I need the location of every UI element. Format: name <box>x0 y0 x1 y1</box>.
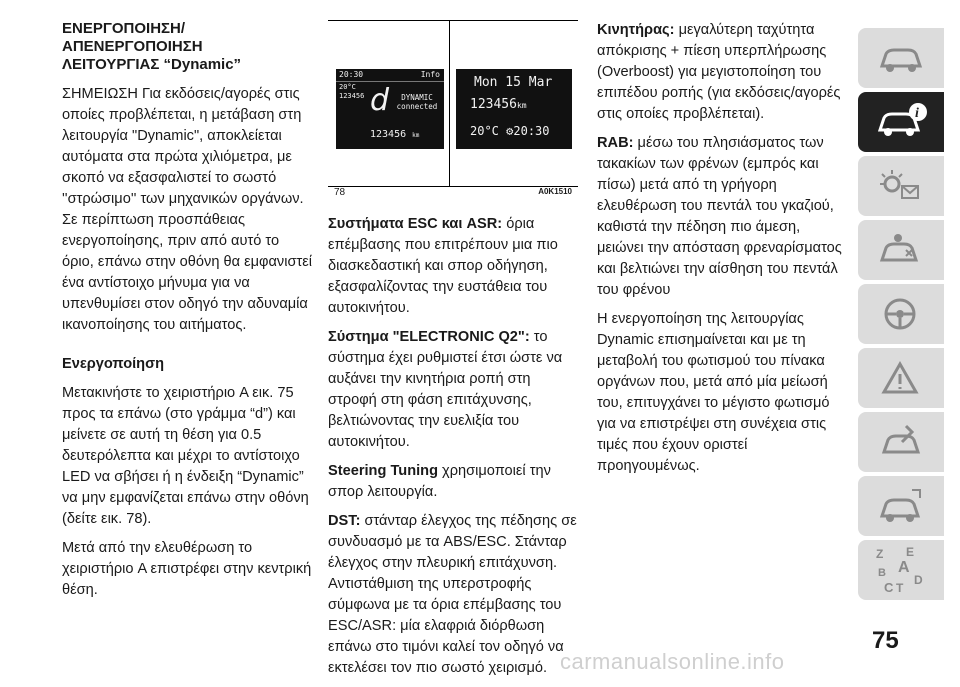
display-temp: 20°C <box>339 83 356 91</box>
display-time: 20:30 <box>339 70 364 79</box>
display-odometer <box>370 129 419 142</box>
heading-line-2: ΑΠΕΝΕΡΓΟΠΟΙΗΣΗ <box>62 38 203 55</box>
tab-warning-lights[interactable] <box>858 156 944 216</box>
display-time-2: 20:30 <box>513 124 550 138</box>
text-engine: μεγαλύτερη ταχύτητα απόκρισης + πίεση υπερπλήρωσης (Overboost) για μεγιστοποίηση του επιπέδου ροπής (για εκδόσεις/αγορές στις οποίες προβλέπεται). <box>597 22 841 122</box>
tab-driving[interactable] <box>858 284 944 344</box>
display-standard <box>456 69 572 149</box>
paragraph-rab <box>597 133 847 301</box>
paragraph-engine <box>597 20 847 125</box>
odometer-value-2: 123456 <box>470 97 517 112</box>
figure-number: 78 <box>334 187 346 198</box>
index-letter-c: C <box>884 580 894 595</box>
watermark[interactable]: carmanualsonline.info <box>560 649 785 674</box>
page-number: 75 <box>872 627 899 654</box>
figure-code: A0K1510 <box>538 187 572 196</box>
text-rab: μέσω του πλησιάσματος των τακακίων των φρένων (εμπρός και πίσω) μετά από τη γρήγορη ελευθέρωση του πεντάλ του γκαζιού, καθιστά την πέδηση πιο άμεση, μειώνει την απόσταση φρεναρίσματος και βελτιώνει την αίσθηση του πεντάλ του φρένου <box>597 135 842 298</box>
index-letter-z: Z <box>876 547 884 561</box>
text-electronic-q2: το σύστημα έχει ρυθμιστεί έτσι ώστε να αυξάνει την κινητήρια ροπή στη στροφή στη φάση επιτάχυνσης, βελτιώνοντας την ευελιξία του αυτοκινήτου. <box>328 329 563 450</box>
paragraph-dst <box>328 511 578 679</box>
lead-steering-tuning: Steering Tuning <box>328 463 438 479</box>
display-dynamic <box>336 69 444 149</box>
text-dst: στάνταρ έλεγχος της πέδησης σε συνδυασμό με τα ABS/ESC. Στάνταρ έλεγχος στην πλευρική επιτάχυνση. Αντιστάθμιση της υπερστροφής σύμφωνα με τα όρια επέμβασης του ESC/ASR: μία ελαφριά διόρθωση επάνω στο τιμόνι καλεί τον οδηγό να εκτελέσει τον πιο σωστό χειρισμό. <box>328 513 577 676</box>
car-service-icon <box>876 422 924 462</box>
section-heading <box>62 20 312 74</box>
odometer-unit: km <box>412 132 420 139</box>
display-side-values <box>339 83 364 101</box>
display-info: Info <box>420 70 440 79</box>
display-bottom-line <box>470 123 550 139</box>
paragraph-steering-tuning <box>328 461 578 503</box>
tab-maintenance[interactable] <box>858 412 944 472</box>
index-letter-t: T <box>896 581 904 595</box>
steering-wheel-icon <box>876 294 924 334</box>
index-letter-b: B <box>878 567 886 579</box>
column-left <box>62 20 312 609</box>
gear-icon: ⚙ <box>506 124 514 138</box>
display-topbar <box>336 69 444 82</box>
dynamic-message-line-2: connected <box>396 102 438 111</box>
car-specs-icon <box>876 486 924 526</box>
odometer-value: 123456 <box>370 129 407 140</box>
lead-rab: RAB: <box>597 135 634 151</box>
lead-engine: Κινητήρας: <box>597 22 675 38</box>
paragraph-dynamic-lighting: Η ενεργοποίηση της λειτουργίας Dynamic επισημαίνεται και με τη μεταβολή του φωτισμού του πίνακα οργάνων που, μετά από μία μείωσή του, επιτυγχάνει το μέγιστο φωτισμό για να επιστρέψει στη συνέχεια στις τιμές που έχουν οριστεί προηγουμένως. <box>597 311 830 474</box>
text-esc-asr: όρια επέμβασης που επιτρέπουν μια πιο διασκεδαστική και σπορ οδήγηση, εξασφαλίζοντας την ευστάθεια του αυτοκινήτου. <box>328 216 558 316</box>
car-airbag-icon <box>876 230 924 270</box>
display-temp-2: 20°C <box>470 124 499 138</box>
tab-specifications[interactable] <box>858 476 944 536</box>
paragraph-electronic-q2 <box>328 327 578 453</box>
svg-text:i: i <box>915 106 919 121</box>
dynamic-message-line-1: DYNAMIC <box>401 93 433 102</box>
odometer-unit-2: km <box>516 101 527 110</box>
dynamic-message <box>394 93 440 111</box>
tab-index[interactable] <box>858 540 944 600</box>
tab-dashboard[interactable] <box>858 28 944 88</box>
alphabet-index-icon <box>872 544 928 596</box>
release-paragraph: Μετά από την ελευθέρωση το χειριστήριο A επιστρέφει στην κεντρική θέση. <box>62 540 312 598</box>
tab-safety[interactable] <box>858 220 944 280</box>
display-odometer-2 <box>470 97 527 114</box>
tab-car-info[interactable] <box>858 92 944 152</box>
heading-line-3: ΛΕΙΤΟΥΡΓΙΑΣ “Dynamic” <box>62 56 242 73</box>
car-info-icon <box>876 102 928 142</box>
car-warning-icon <box>876 358 924 398</box>
column-right <box>597 20 847 485</box>
dynamic-letter: d <box>370 83 390 118</box>
subheading-activation: Ενεργοποίηση <box>62 356 164 372</box>
index-letter-e: E <box>906 545 915 559</box>
index-letter-a: A <box>898 559 910 576</box>
note-paragraph: ΣΗΜΕΙΩΣΗ Για εκδόσεις/αγορές στις οποίες προβλέπεται, η μετάβαση στη λειτουργία "Dynamic", αποκλείεται αυτόματα στα πρώτα χιλιόμετρα, με σκοπό να εξασφαλιστεί το σωστό ''στρώσιμο'' των μηχανικών οργάνων. Σε περίπτωση προσπάθειας ενεργοποίησης, πριν από αυτό το όριο, επάνω στην οθόνη θα εμφανιστεί ένα αντίστοιχο μήνυμα για να υπενθυμίσει στον οδηγό την αδυναμία ικανοποίησης του αιτήματος. <box>62 86 312 333</box>
text-steering-tuning: χρησιμοποιεί την σπορ λειτουργία. <box>328 463 551 500</box>
figure-78 <box>328 20 578 199</box>
index-letter-d: D <box>914 573 923 587</box>
lead-esc-asr: Συστήματα ESC και ASR: <box>328 216 503 232</box>
figure-divider <box>449 21 450 187</box>
heading-line-1: ΕΝΕΡΓΟΠΟΙΗΣΗ/ <box>62 20 186 37</box>
paragraph-esc-asr <box>328 214 578 319</box>
display-date: Mon 15 Mar <box>474 75 553 90</box>
lead-electronic-q2: Σύστημα "ELECTRONIC Q2": <box>328 329 530 345</box>
activation-paragraph: Μετακινήστε το χειριστήριο A εικ. 75 προς τα επάνω (στο γράμμα “d”) και μείνετε σε αυτή τη θέση για 0.5 δευτερόλεπτα και μέχρι το αντίστοιχο LED να σβήσει ή η ένδειξη “Dynamic” να μην εμφανίζεται επάνω στην οθόνη (δείτε εικ. 78). <box>62 385 309 527</box>
light-warning-icon <box>876 166 924 206</box>
car-dashboard-icon <box>876 38 924 78</box>
column-middle <box>328 214 578 687</box>
lead-dst: DST: <box>328 513 361 529</box>
display-trip: 123456 <box>339 92 365 100</box>
tab-emergency[interactable] <box>858 348 944 408</box>
